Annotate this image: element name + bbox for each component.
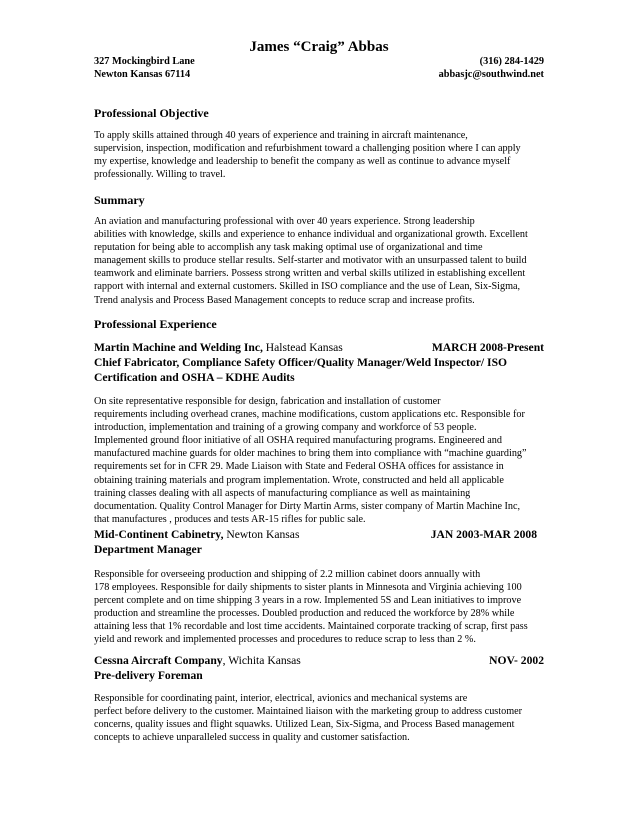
job-location: Halstead Kansas [262,341,343,354]
contact-row-2 [94,68,544,81]
address-line-1: 327 Mockingbird Lane [94,56,195,67]
job-company: Cessna Aircraft Company [94,654,223,667]
job-header [94,341,544,355]
job-company: Martin Machine and Welding Inc, [94,341,263,354]
experience-heading: Professional Experience [94,317,217,331]
job-description: Responsible for coordinating paint, interior, electrical, avionics and mechanical systems are perfect before delivery to the customer. Maintained liaison with the marketing group to address customer concerns, quality issues and flight squawks. Utilized Lean, Six-Sigma, and Process Based management concepts to achieve unparalleled success in quality and customer satisfaction. [94,693,523,744]
phone-number: (316) 284-1429 [479,56,544,67]
job-location: , Wichita Kansas [222,654,301,667]
contact-row-1 [94,55,544,68]
job-employer [94,341,343,355]
email-address: abbasjc@southwind.net [438,69,544,80]
job-company: Mid-Continent Cabinetry, [94,528,224,541]
job-dates: MARCH 2008-Present [431,341,544,354]
address-line-2: Newton Kansas 67114 [94,69,191,80]
job-title: Chief Fabricator, Compliance Safety Officer/Quality Manager/Weld Inspector/ ISO Certification and OSHA – KDHE Audits [94,356,508,384]
job-location: Newton Kansas [223,528,300,541]
summary-heading: Summary [94,193,145,207]
objective-text: To apply skills attained through 40 years of experience and training in aircraft maintenance, supervision, inspection, modification and refurbishment toward a challenging position where I can apply my expertise, knowledge and leadership to benefit the company as well as continue to advance myself professionally. Willing to travel. [94,130,521,181]
job-employer [94,654,301,668]
job-header [94,654,544,668]
job-dates: NOV- 2002 [489,654,544,667]
job-header [94,528,544,542]
job-description: On site representative responsible for design, fabrication and installation of customer requirements including overhead cranes, machine modifications, custom applications etc. Responsible for introduction, implementation and training of a growing company and workforce of 53 people. Implemented ground floor initiative of all OSHA required manufacturing programs. Engineered and manufactured machine guards for older machines to bring them into compliance with “machine guarding” requirements set for in CFR 29. Made Liaison with State and Federal OSHA offices for assistance in obtaining training materials and program implementation. Wrote, constructed and held all applicable training classes dealing with all aspects of manufacturing compliance as well as maintaining documentation. Quality Control Manager for Dirty Martin Arms, sister company of Martin Machine Inc, that manufactures , produces and tests AR-15 rifles for public sale. [94,396,527,525]
job-employer [94,528,299,542]
candidate-name: James “Craig” Abbas [249,39,389,55]
job-title: Pre-delivery Foreman [94,669,203,682]
summary-text: An aviation and manufacturing professional with over 40 years experience. Strong leadership abilities with knowledge, skills and experience to enhance individual and organizational growth. Excellent reputation for being able to accomplish any task making optimal use of organizational and time management skills to produce stellar results. Self-starter and motivator with an unsurpassed talent to build teamwork and eliminate barriers. Possess strong written and verbal skills utilized in establishing excellent rapport with internal and external customers. Skilled in ISO compliance and the use of Lean, Six-Sigma, Trend analysis and Process Based Management concepts to reduce scrap and increase profits. [94,216,528,306]
objective-heading: Professional Objective [94,106,209,120]
job-dates: JAN 2003-MAR 2008 [430,528,537,541]
job-description: Responsible for overseeing production and shipping of 2.2 million cabinet doors annually with 178 employees. Responsible for daily shipments to sister plants in Minnesota and Virginia achieving 100 percent complete and on time shipping 3 years in a row. Implemented 5S and Lean initiatives to improve production and streamline the processes. Doubled production and reduced the workforce by 28% while attaining less that 1% recordable and lost time accidents. Maintained corporate tracking of scrap, first pass yield and rework and implemented processes and procedures to reduce scrap to less than 2 %. [94,569,528,646]
job-title: Department Manager [94,543,202,556]
